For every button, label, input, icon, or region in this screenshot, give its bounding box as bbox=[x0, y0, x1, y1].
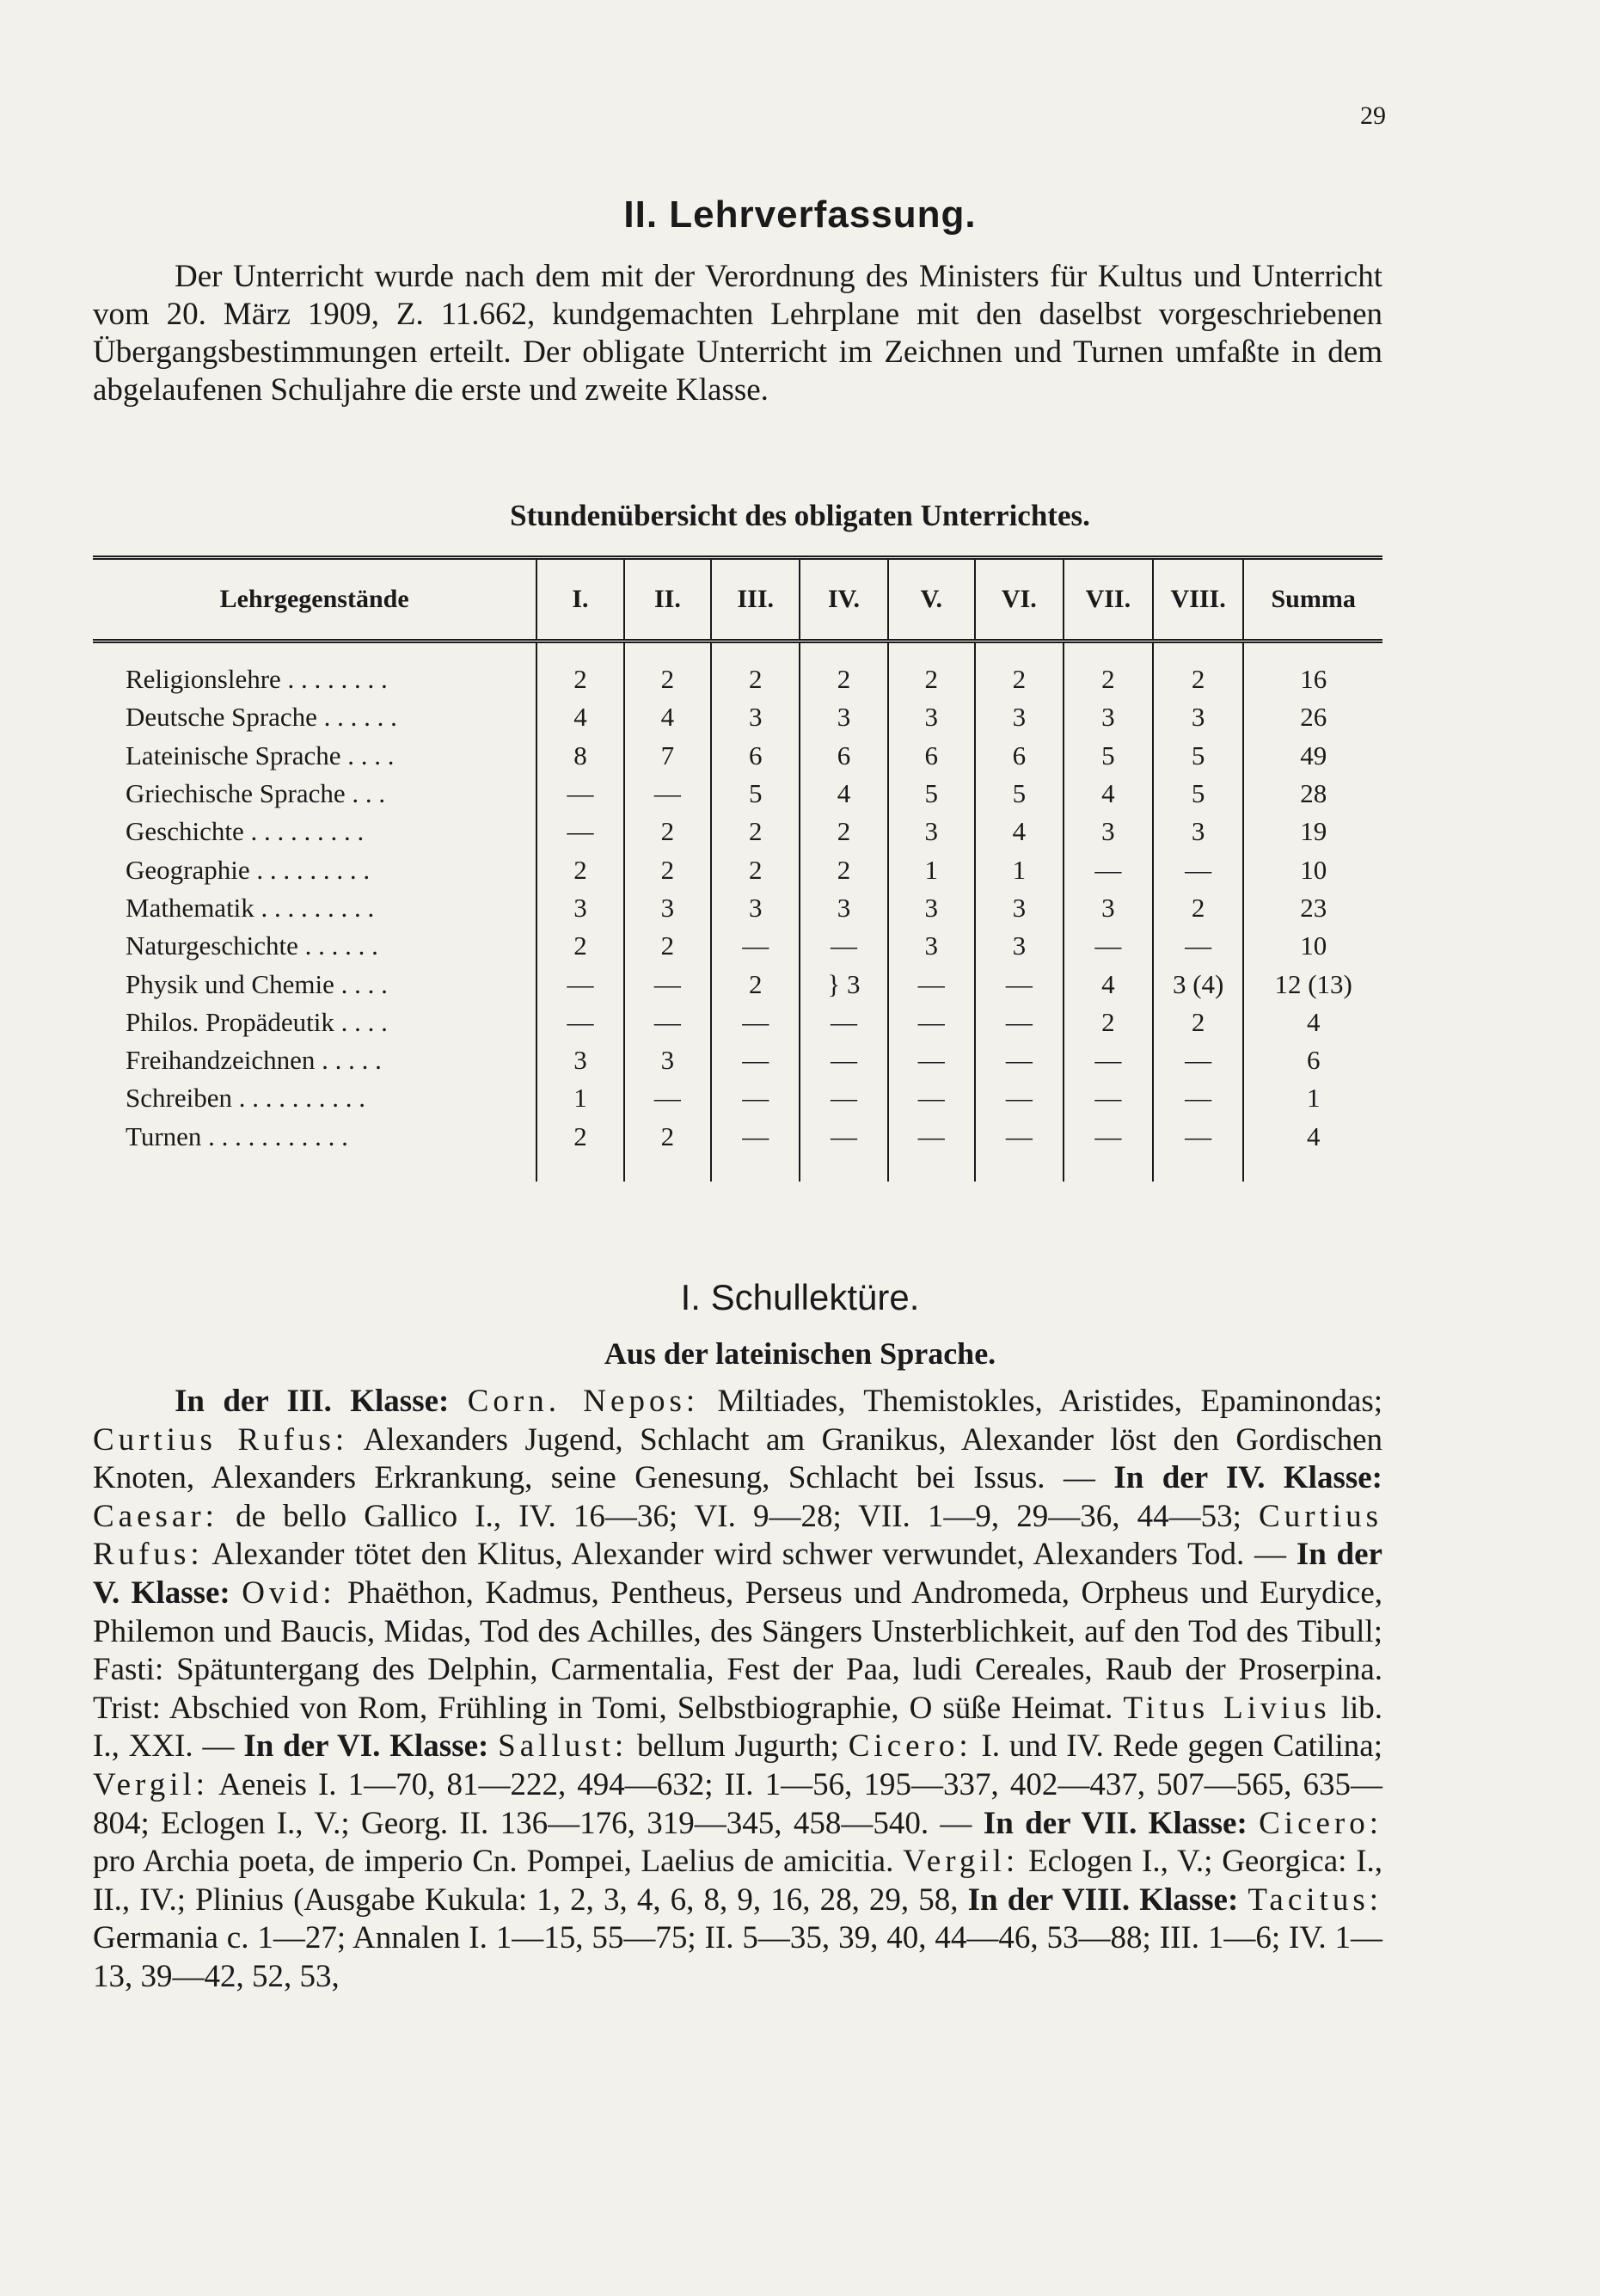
hours-cell: 2 bbox=[711, 850, 800, 888]
hours-cell: — bbox=[1064, 850, 1153, 888]
hours-cell: — bbox=[536, 1004, 623, 1041]
table-title: Stundenübersicht des obligaten Unterrichtes. bbox=[510, 499, 1090, 532]
hours-cell: 2 bbox=[711, 813, 800, 850]
author: Titus Livius bbox=[1123, 1690, 1331, 1726]
header-class-3: III. bbox=[711, 558, 800, 642]
hours-cell: 1 bbox=[888, 850, 975, 888]
summa-cell: 23 bbox=[1243, 889, 1382, 927]
hours-cell: 3 bbox=[536, 1041, 623, 1079]
hours-cell: 2 bbox=[624, 813, 712, 850]
hours-cell: — bbox=[888, 1041, 975, 1079]
table-row bbox=[93, 927, 1382, 965]
hours-cell: 3 bbox=[1153, 698, 1243, 736]
hours-cell: 5 bbox=[1064, 737, 1153, 775]
hours-cell: 2 bbox=[536, 1118, 623, 1182]
table-row bbox=[93, 1118, 1382, 1182]
summa-cell: 28 bbox=[1243, 775, 1382, 813]
hours-cell: 3 bbox=[888, 813, 975, 850]
hours-cell: — bbox=[536, 965, 623, 1003]
subject-cell: Naturgeschichte . . . . . . bbox=[126, 930, 378, 961]
hours-cell: 4 bbox=[800, 775, 887, 813]
hours-cell: 4 bbox=[1064, 775, 1153, 813]
hours-cell: 4 bbox=[1064, 965, 1153, 1003]
lesson-hours-table bbox=[93, 556, 1382, 1182]
summa-cell: 10 bbox=[1243, 850, 1382, 888]
author: Vergil: bbox=[93, 1766, 210, 1802]
hours-cell: 4 bbox=[536, 698, 623, 736]
hours-cell: 5 bbox=[975, 775, 1064, 813]
hours-cell: 3 bbox=[975, 698, 1064, 736]
page-number: 29 bbox=[1360, 101, 1386, 130]
hours-cell: — bbox=[624, 1079, 712, 1117]
header-class-2: II. bbox=[624, 558, 712, 642]
author: Cicero: bbox=[1259, 1805, 1383, 1841]
hours-cell: — bbox=[975, 1004, 1064, 1041]
hours-cell: — bbox=[975, 1041, 1064, 1079]
reading: Miltiades, Themistokles, Aristides, Epaminondas; bbox=[717, 1384, 1383, 1419]
summa-cell: 1 bbox=[1243, 1079, 1382, 1117]
hours-cell: 2 bbox=[624, 850, 712, 888]
header-class-1: I. bbox=[536, 558, 623, 642]
subject-cell: Philos. Propädeutik . . . . bbox=[126, 1006, 388, 1037]
summa-cell: 4 bbox=[1243, 1004, 1382, 1041]
hours-cell: — bbox=[888, 1118, 975, 1182]
hours-cell: — bbox=[800, 927, 887, 965]
hours-cell: — bbox=[711, 927, 800, 965]
summa-cell: 12 (13) bbox=[1243, 965, 1382, 1003]
subject-cell: Lateinische Sprache . . . . bbox=[126, 740, 395, 770]
hours-cell: 3 bbox=[624, 1041, 712, 1079]
hours-cell: — bbox=[975, 965, 1064, 1003]
hours-cell: 2 bbox=[800, 642, 887, 699]
table-row bbox=[93, 813, 1382, 850]
subject-cell: Geographie . . . . . . . . . bbox=[126, 854, 371, 885]
author: Ovid: bbox=[242, 1575, 336, 1611]
reading: Aeneis I. 1—70, 81—222, 494—632; II. 1—56, 195—337, 402—437, 507—565, 635—804; Eclogen I., V.; Georg. II. 136—176, 319—345, 458—540. — bbox=[93, 1766, 1382, 1841]
author: Curtius Rufus: bbox=[93, 1498, 1383, 1573]
hours-cell: — bbox=[1064, 1079, 1153, 1117]
hours-cell: — bbox=[536, 775, 623, 813]
hours-cell: 2 bbox=[624, 1118, 712, 1182]
hours-cell: — bbox=[975, 1079, 1064, 1117]
hours-cell: — bbox=[1153, 1118, 1243, 1182]
subject-cell: Geschichte . . . . . . . . . bbox=[126, 816, 365, 847]
hours-cell: — bbox=[888, 1079, 975, 1117]
table-row bbox=[93, 1079, 1382, 1117]
reading: Eclogen I., V.; Georgica: I., II., IV.; Plinius (Ausgabe Kukula: 1, 2, 3, 4, 6, 8, 9, 16, 28, 29, 58, bbox=[93, 1844, 1383, 1918]
hours-cell: 2 bbox=[975, 642, 1064, 699]
author: Cicero: bbox=[848, 1728, 972, 1765]
author: Caesar: bbox=[93, 1498, 218, 1534]
summa-cell: 4 bbox=[1243, 1118, 1382, 1182]
hours-cell: 6 bbox=[888, 737, 975, 775]
hours-cell: 3 bbox=[888, 889, 975, 927]
hours-cell: 6 bbox=[711, 737, 800, 775]
hours-cell: 5 bbox=[888, 775, 975, 813]
hours-cell: 3 bbox=[1064, 698, 1153, 736]
hours-cell: — bbox=[1153, 850, 1243, 888]
table-row bbox=[93, 965, 1382, 1003]
hours-cell: 1 bbox=[536, 1079, 623, 1117]
hours-cell: — bbox=[624, 1004, 712, 1041]
header-class-7: VII. bbox=[1064, 558, 1153, 642]
hours-cell: 3 (4) bbox=[1153, 965, 1243, 1003]
hours-cell: — bbox=[624, 965, 712, 1003]
author: Corn. Nepos: bbox=[467, 1384, 700, 1419]
hours-cell: 7 bbox=[624, 737, 712, 775]
hours-cell: 2 bbox=[536, 850, 623, 888]
hours-cell: — bbox=[711, 1004, 800, 1041]
class-label: In der V. Klasse: bbox=[93, 1537, 1382, 1611]
subject-cell: Schreiben . . . . . . . . . . bbox=[126, 1083, 365, 1114]
reading: Alexanders Jugend, Schlacht am Granikus, Alexander löst den Gordischen Knoten, Alexanders Erkrankung, seine Genesung, Schlacht bei Issus. — bbox=[93, 1421, 1382, 1496]
hours-cell: — bbox=[800, 1004, 887, 1041]
hours-cell: — bbox=[888, 1004, 975, 1041]
hours-cell: — bbox=[1153, 1079, 1243, 1117]
intro-paragraph: Der Unterricht wurde nach dem mit der Verordnung des Ministers für Kultus und Unterricht vom 20. März 1909, Z. 11.662, kundgemachten Lehrplane mit den daselbst vorgeschriebenen Übergangsbestimmungen erteilt. Der obligate Unterricht im Zeichnen und Turnen umfaßte in dem abgelaufenen Schuljahre die erste und zweite Klasse. bbox=[93, 259, 1382, 408]
hours-cell: — bbox=[1153, 1041, 1243, 1079]
reading: Phaëthon, Kadmus, Pentheus, Perseus und Andromeda, Orpheus und Eurydice, Philemon und Baucis, Midas, Tod des Achilles, des Sängers Unsterblichkeit, auf den Tod des Tibull; Fasti: Spätuntergang des Delphin, Carmentalia, Fest der Paa, ludi Cereales, Raub der Proserpina. Trist: Abschied von Rom, Frühling in Tomi, Selbstbiographie, O süße Heimat. bbox=[93, 1575, 1383, 1726]
hours-cell: 2 bbox=[1153, 889, 1243, 927]
hours-cell: 3 bbox=[888, 927, 975, 965]
hours-cell: — bbox=[800, 1041, 887, 1079]
latin-readings bbox=[93, 1383, 1382, 1997]
reading: de bello Gallico I., IV. 16—36; VI. 9—28; VII. 1—9, 29—36, 44—53; bbox=[236, 1498, 1241, 1534]
hours-cell: 2 bbox=[800, 850, 887, 888]
hours-cell: 3 bbox=[800, 889, 887, 927]
header-subject: Lehrgegenstände bbox=[93, 558, 536, 642]
hours-cell: — bbox=[800, 1118, 887, 1182]
hours-cell: 5 bbox=[1153, 737, 1243, 775]
class-label: In der VIII. Klasse: bbox=[967, 1882, 1239, 1918]
hours-cell: 3 bbox=[624, 889, 712, 927]
hours-cell: 3 bbox=[888, 698, 975, 736]
hours-cell: 2 bbox=[536, 927, 623, 965]
reading: Alexander tötet den Klitus, Alexander wird schwer verwundet, Alexanders Tod. — bbox=[211, 1537, 1287, 1573]
table-row bbox=[93, 642, 1382, 699]
hours-cell: — bbox=[1064, 1118, 1153, 1182]
summa-cell: 49 bbox=[1243, 737, 1382, 775]
summa-cell: 10 bbox=[1243, 927, 1382, 965]
table-row bbox=[93, 775, 1382, 813]
hours-cell: 2 bbox=[1064, 642, 1153, 699]
hours-cell: 1 bbox=[975, 850, 1064, 888]
hours-cell: 3 bbox=[711, 698, 800, 736]
author: Sallust: bbox=[498, 1728, 628, 1765]
hours-cell: — bbox=[800, 1079, 887, 1117]
hours-cell: 2 bbox=[624, 927, 712, 965]
table-row bbox=[93, 850, 1382, 888]
hours-cell: — bbox=[624, 775, 712, 813]
hours-cell: 2 bbox=[1153, 1004, 1243, 1041]
hours-cell: } 3 bbox=[800, 965, 887, 1003]
hours-cell: 3 bbox=[975, 889, 1064, 927]
hours-cell: 5 bbox=[711, 775, 800, 813]
header-class-8: VIII. bbox=[1153, 558, 1243, 642]
hours-cell: 2 bbox=[711, 965, 800, 1003]
hours-cell: 3 bbox=[536, 889, 623, 927]
subject-cell: Religionslehre . . . . . . . . bbox=[126, 664, 388, 695]
hours-cell: — bbox=[536, 813, 623, 850]
reading: Germania c. 1—27; Annalen I. 1—15, 55—75; II. 5—35, 39, 40, 44—46, 53—88; III. 1—6; IV. 1—13, 39—42, 52, 53, bbox=[93, 1920, 1382, 1994]
author: Vergil: bbox=[903, 1844, 1020, 1880]
hours-cell: 2 bbox=[711, 642, 800, 699]
header-class-6: VI. bbox=[975, 558, 1064, 642]
lecture-title: I. Schullektüre. bbox=[680, 1277, 920, 1317]
hours-cell: 5 bbox=[1153, 775, 1243, 813]
hours-cell: — bbox=[711, 1041, 800, 1079]
hours-cell: 3 bbox=[1064, 889, 1153, 927]
hours-cell: — bbox=[1064, 927, 1153, 965]
class-label: In der IV. Klasse: bbox=[1113, 1460, 1383, 1496]
hours-cell: 2 bbox=[1153, 642, 1243, 699]
summa-cell: 19 bbox=[1243, 813, 1382, 850]
header-class-5: V. bbox=[888, 558, 975, 642]
author: Curtius Rufus: bbox=[93, 1421, 349, 1458]
hours-cell: 3 bbox=[711, 889, 800, 927]
hours-cell: 3 bbox=[1153, 813, 1243, 850]
class-label: In der VII. Klasse: bbox=[983, 1805, 1248, 1841]
hours-cell: 3 bbox=[975, 927, 1064, 965]
table-row bbox=[93, 698, 1382, 736]
subject-cell: Turnen . . . . . . . . . . . bbox=[126, 1120, 348, 1151]
hours-cell: — bbox=[711, 1118, 800, 1182]
hours-cell: 6 bbox=[800, 737, 887, 775]
hours-cell: 3 bbox=[1064, 813, 1153, 850]
table-header-row bbox=[93, 558, 1382, 642]
table-row bbox=[93, 737, 1382, 775]
latin-title: Aus der lateinischen Sprache. bbox=[604, 1336, 996, 1371]
subject-cell: Griechische Sprache . . . bbox=[126, 778, 386, 809]
reading: pro Archia poeta, de imperio Cn. Pompei, Laelius de amicitia. bbox=[93, 1844, 894, 1880]
subject-cell: Freihandzeichnen . . . . . bbox=[126, 1045, 382, 1076]
hours-cell: 3 bbox=[800, 698, 887, 736]
section-title: II. Lehrverfassung. bbox=[623, 193, 977, 236]
author: Tacitus: bbox=[1248, 1882, 1383, 1918]
subject-cell: Mathematik . . . . . . . . . bbox=[126, 892, 375, 923]
class-label: In der III. Klasse: bbox=[175, 1384, 450, 1419]
header-summa: Summa bbox=[1243, 558, 1382, 642]
hours-cell: — bbox=[888, 965, 975, 1003]
reading: I. und IV. Rede gegen Catilina; bbox=[981, 1728, 1382, 1765]
table-row bbox=[93, 1004, 1382, 1041]
subject-cell: Deutsche Sprache . . . . . . bbox=[126, 702, 397, 733]
summa-cell: 6 bbox=[1243, 1041, 1382, 1079]
hours-cell: 2 bbox=[800, 813, 887, 850]
hours-cell: — bbox=[975, 1118, 1064, 1182]
hours-cell: 4 bbox=[975, 813, 1064, 850]
hours-cell: 8 bbox=[536, 737, 623, 775]
hours-cell: — bbox=[711, 1079, 800, 1117]
table-row bbox=[93, 889, 1382, 927]
subject-cell: Physik und Chemie . . . . bbox=[126, 968, 388, 999]
hours-cell: — bbox=[1153, 927, 1243, 965]
reading: bellum Jugurth; bbox=[637, 1728, 839, 1765]
hours-cell: — bbox=[1064, 1041, 1153, 1079]
reading: lib. I., XXI. — bbox=[93, 1690, 1383, 1765]
header-class-4: IV. bbox=[800, 558, 887, 642]
hours-cell: 2 bbox=[1064, 1004, 1153, 1041]
hours-cell: 6 bbox=[975, 737, 1064, 775]
hours-cell: 2 bbox=[888, 642, 975, 699]
table-row bbox=[93, 1041, 1382, 1079]
hours-cell: 2 bbox=[624, 642, 712, 699]
summa-cell: 16 bbox=[1243, 642, 1382, 699]
class-label: In der VI. Klasse: bbox=[243, 1728, 489, 1765]
hours-cell: 4 bbox=[624, 698, 712, 736]
hours-cell: 2 bbox=[536, 642, 623, 699]
summa-cell: 26 bbox=[1243, 698, 1382, 736]
